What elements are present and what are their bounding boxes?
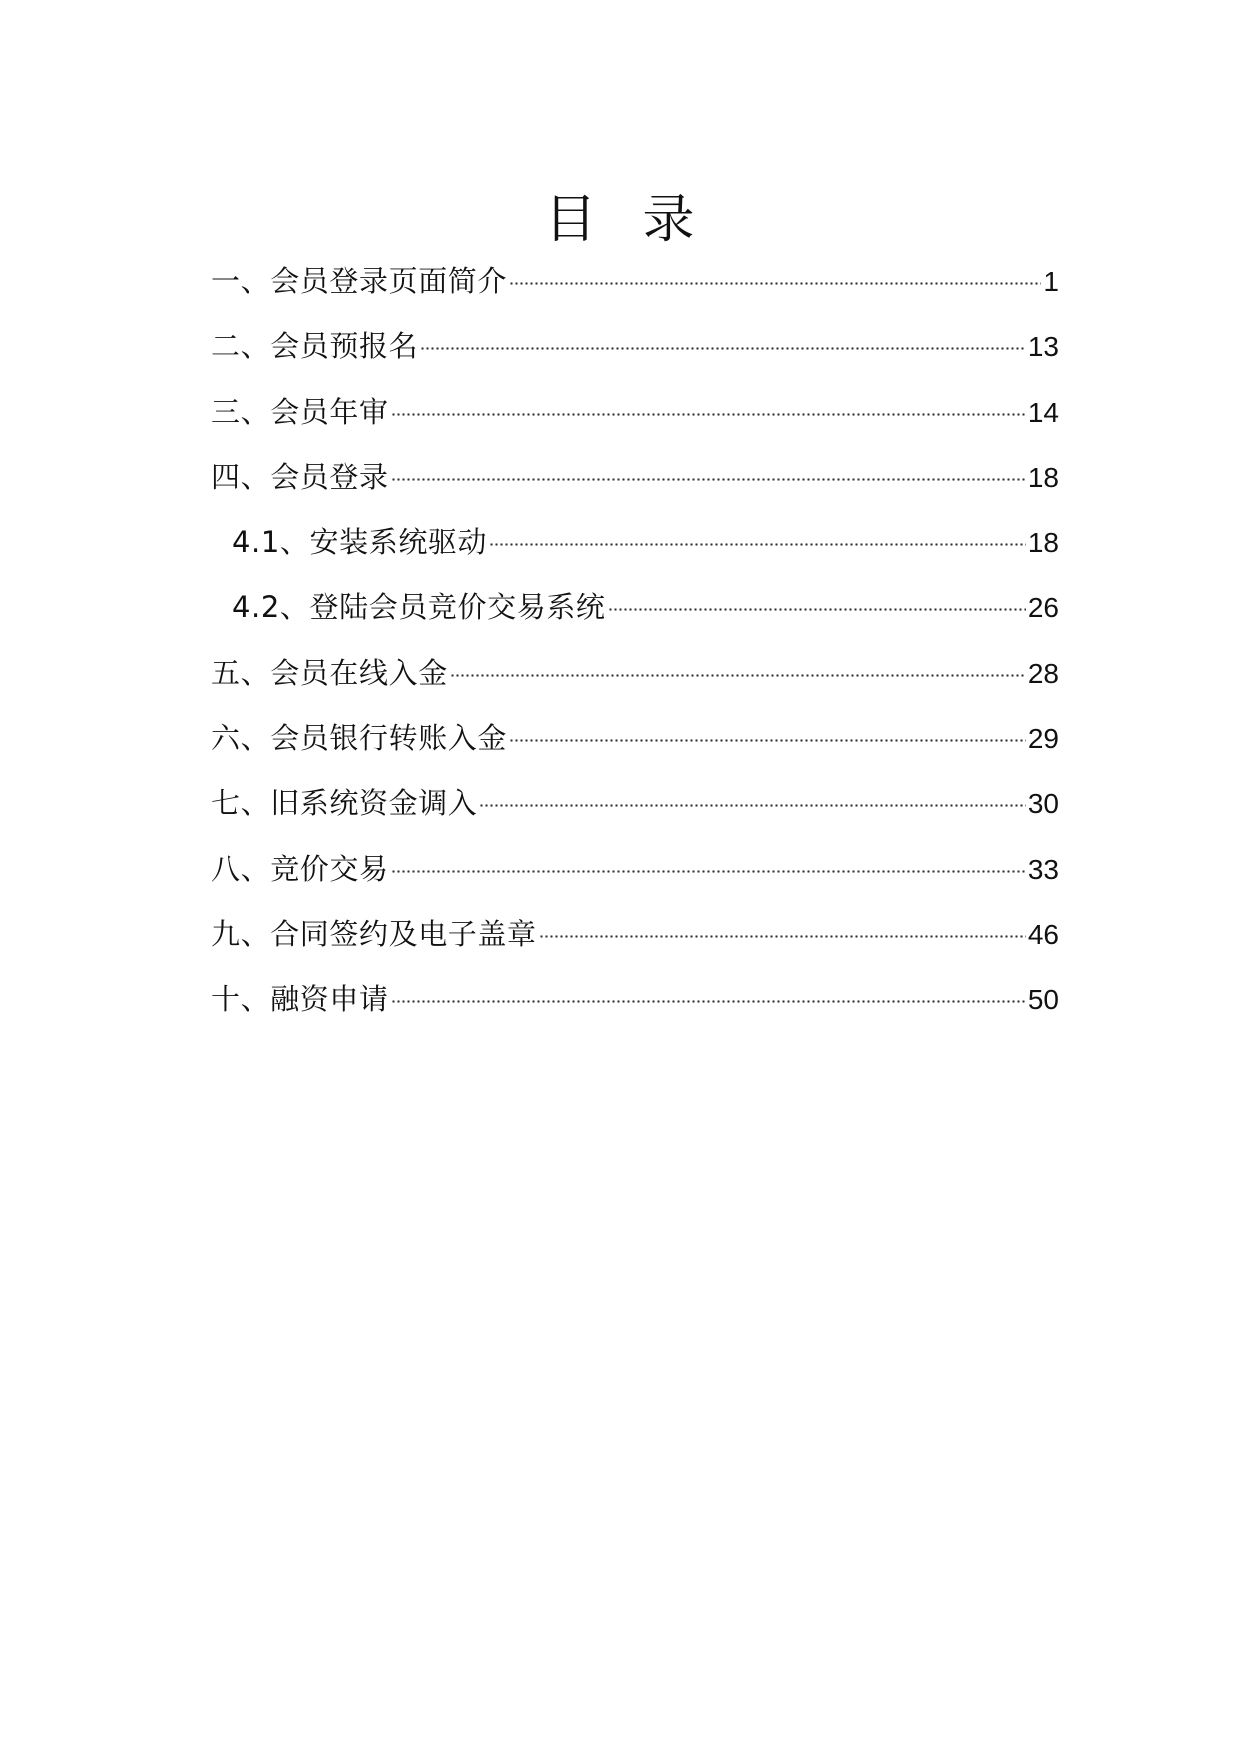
- dot-leader: [539, 935, 1026, 938]
- toc-entry-label: 4.1、安装系统驱动: [232, 525, 488, 560]
- toc-entry-page-number: 29: [1027, 723, 1059, 755]
- toc-entry-1[interactable]: [211, 251, 1059, 316]
- dot-leader: [489, 543, 1026, 546]
- dot-leader: [509, 739, 1026, 742]
- toc-entry-label: 三、会员年审: [211, 394, 389, 429]
- table-of-contents: [211, 251, 1059, 1035]
- toc-entry-label: 九、合同签约及电子盖章: [211, 916, 537, 951]
- toc-entry-3[interactable]: [211, 382, 1059, 447]
- toc-entry-page-number: 18: [1027, 461, 1059, 493]
- toc-entry-label: 五、会员在线入金: [211, 655, 448, 690]
- toc-entry-label: 六、会员银行转账入金: [211, 721, 508, 756]
- dot-leader: [479, 804, 1025, 807]
- toc-entry-10[interactable]: [211, 969, 1059, 1034]
- toc-entry-label: 八、竞价交易: [211, 851, 389, 886]
- toc-entry-page-number: 30: [1027, 788, 1059, 820]
- toc-entry-page-number: 26: [1027, 592, 1059, 624]
- toc-entry-label: 4.2、登陆会员竞价交易系统: [232, 590, 606, 625]
- toc-entry-label: 十、融资申请: [211, 982, 389, 1017]
- dot-leader: [391, 1000, 1026, 1003]
- dot-leader: [391, 870, 1026, 873]
- toc-entry-4[interactable]: [211, 447, 1059, 512]
- dot-leader: [509, 282, 1041, 285]
- dot-leader: [608, 608, 1026, 611]
- toc-entry-5[interactable]: [211, 643, 1059, 708]
- toc-entry-7[interactable]: [211, 773, 1059, 838]
- toc-entry-page-number: 14: [1027, 396, 1059, 428]
- dot-leader: [450, 674, 1026, 677]
- toc-entry-page-number: 33: [1027, 853, 1059, 885]
- toc-entry-2[interactable]: [211, 316, 1059, 381]
- dot-leader: [391, 478, 1026, 481]
- toc-entry-4-2[interactable]: [211, 577, 1059, 642]
- toc-entry-4-1[interactable]: [211, 512, 1059, 577]
- toc-entry-label: 二、会员预报名: [211, 329, 419, 364]
- toc-title-part1: 目: [544, 189, 599, 250]
- toc-title: [0, 185, 1241, 255]
- toc-entry-page-number: 1: [1043, 266, 1059, 297]
- toc-entry-label: 四、会员登录: [211, 459, 389, 494]
- toc-entry-6[interactable]: [211, 708, 1059, 773]
- dot-leader: [420, 347, 1026, 350]
- toc-entry-label: 一、会员登录页面简介: [211, 264, 508, 298]
- toc-entry-page-number: 13: [1027, 331, 1059, 363]
- toc-title-part2: 录: [642, 189, 697, 250]
- toc-entry-page-number: 28: [1027, 657, 1059, 689]
- toc-entry-9[interactable]: [211, 904, 1059, 969]
- toc-entry-page-number: 18: [1027, 527, 1059, 559]
- toc-entry-page-number: 46: [1027, 918, 1059, 950]
- toc-entry-label: 七、旧系统资金调入: [211, 786, 478, 821]
- toc-entry-8[interactable]: [211, 839, 1059, 904]
- dot-leader: [391, 413, 1026, 416]
- toc-entry-page-number: 50: [1027, 984, 1059, 1016]
